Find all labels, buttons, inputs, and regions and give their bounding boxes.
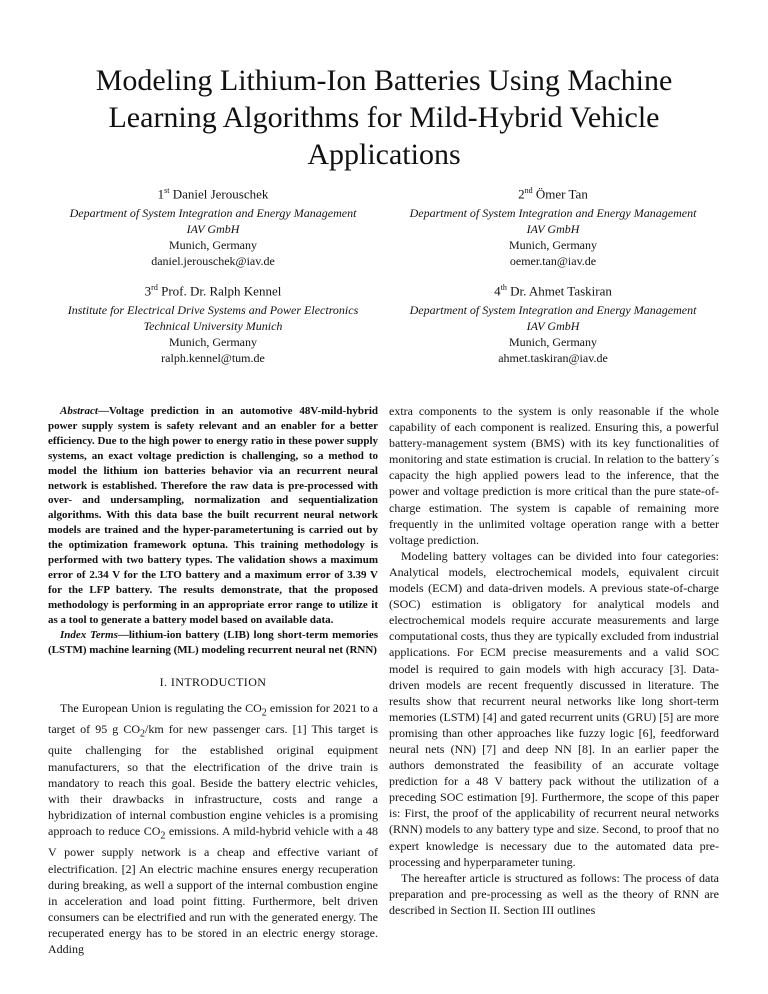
- author-name: 3rd Prof. Dr. Ralph Kennel: [144, 283, 282, 299]
- author-name: 2nd Ömer Tan: [518, 186, 588, 202]
- index-terms-label: Index Terms: [60, 628, 118, 641]
- author-name: 4th Dr. Ahmet Taskiran: [494, 283, 612, 299]
- author-location: Munich, Germany: [509, 238, 597, 253]
- author-department: Department of System Integration and Energy Management: [409, 206, 697, 221]
- intro-paragraph-3: The hereafter article is structured as follows: The process of data preparation and pre-processing as well as the theory of RNN are described in Section II. Section III outlines: [389, 870, 719, 917]
- paper-title: [60, 62, 708, 173]
- right-column: [389, 403, 719, 918]
- author-block-4: [388, 280, 718, 366]
- author-department: Department of System Integration and Energy Management: [409, 303, 697, 318]
- title-line: Applications: [307, 138, 461, 171]
- index-terms-text: —lithium-ion battery (LIB) long short-term memories (LSTM) machine learning (ML) modeling recurrent neural net (RNN): [48, 628, 378, 656]
- author-location: Munich, Germany: [169, 335, 257, 350]
- author-department: Department of System Integration and Energy Management: [69, 206, 357, 221]
- author-organization: IAV GmbH: [526, 319, 580, 334]
- abstract-text: —Voltage prediction in an automotive 48V-mild-hybrid power supply system is safety relevant and an enabler for a better efficiency. Due to the high power to energy ratio in these power supply systems, an exact voltage prediction is challenging, so a method to model the lithium ion batteries behavior via an recurrent neural network is established. Therefore the raw data is pre-processed with over- and undersampling, normalization and sequentialization algorithms. With this data base the built recurrent neural network models are trained and the hyper-parametertuning is carried out by the optimization framework optuna. This training methodology is performed with two battery types. The validation shows a maximum error of 2.34 V for the LTO battery and a maximum error of 3.39 V for the LFP battery. The results demonstrate, that the proposed methodology is performing in an appropriate error range to utilize it as a tool to generate a battery model based on available data.: [48, 405, 378, 626]
- intro-paragraph-2: Modeling battery voltages can be divided into four categories: Analytical models, electrochemical models, equivalent circuit models (ECM) and data-driven models. A previous state-of-charge (SOC) estimation is obligatory for analytical models and electrochemical models require accurate measurements and large computational costs, thus they are typically excluded from industrial applications. For ECM precise measurements and a valid SOC model is required to gain models with high accuracy [3]. Data-driven models are recent frequently discussed in literature. The results show that recurrent neural networks like long short-term memories (LSTM) [4] and gated recurrent units (GRU) [5] are more promising than other approaches like fuzzy logic [6], feedforward neural nets (NN) [7] and deep NN [8]. In an earlier paper the authors demonstrated the feasibility of an accurate voltage prediction for a 48 V battery pack without the utilization of a preceding SOC estimation [9]. Furthermore, the scope of this paper is: First, the proof of the applicability of recurrent neural networks (RNN) models to any battery type and size. Second, to proof that no expert knowledge is necessary due to the automated data pre-processing and hyperparameter tuning.: [389, 548, 719, 869]
- author-location: Munich, Germany: [169, 238, 257, 253]
- intro-paragraph-1-continued: extra components to the system is only reasonable if the whole capability of each component is realized. Ensuring this, a powerful battery-management system (BMS) with its key functionalities of monitoring and state estimation is crucial. In relation to the battery´s capacity the high applied powers lead to the inference, that the power and voltage prediction is more critical than the pure state-of-charge estimation. The system is capable of remaining more frequently in the unlimited voltage operation range with a better voltage prediction.: [389, 404, 719, 547]
- author-email: daniel.jerouschek@iav.de: [151, 254, 275, 269]
- abstract-label: Abstract: [60, 405, 98, 417]
- author-organization: Technical University Munich: [143, 319, 283, 334]
- author-email: ahmet.taskiran@iav.de: [498, 351, 608, 366]
- author-department: Institute for Electrical Drive Systems and Power Electronics: [67, 303, 359, 318]
- abstract: [48, 404, 378, 628]
- section-heading-introduction: I. INTRODUCTION: [159, 675, 267, 690]
- index-terms: [48, 628, 378, 658]
- author-block-2: [388, 183, 718, 269]
- title-line: Modeling Lithium-Ion Batteries Using Machine: [95, 64, 673, 97]
- title-line: Learning Algorithms for Mild-Hybrid Vehicle: [108, 101, 660, 134]
- left-column: [48, 404, 378, 957]
- author-block-3: [48, 280, 378, 366]
- author-email: ralph.kennel@tum.de: [161, 351, 265, 366]
- author-location: Munich, Germany: [509, 335, 597, 350]
- author-name: 1st Daniel Jerouschek: [157, 186, 269, 202]
- author-block-1: [48, 183, 378, 269]
- author-email: oemer.tan@iav.de: [509, 254, 597, 269]
- intro-paragraph-1: The European Union is regulating the $CO_2$ emission for 2021 to a target of 95 g $CO_2/km$ for new passenger cars. [1] This target is quite challenging for the established original equipment manufacturers, so that the electrification of the drive train is mandatory to reach this goal. Beside the battery electric vehicles, with their drawbacks in infrastructure, costs and range a hybridization of internal combustion engine vehicles is a promising approach to reduce $CO_2$ emissions. A mild-hybrid vehicle with a 48 V power supply network is a cheap and effective variant of electrification. [2] An electric machine ensures energy recuperation during breaking, as well a support of the internal combustion engine in acceleration and load point fitting. Furthermore, belt driven consumers can be electrified and run with the generated energy. The recuperated energy has to be stored in an electric energy storage. Adding: [48, 700, 379, 956]
- author-organization: IAV GmbH: [186, 222, 240, 237]
- author-organization: IAV GmbH: [526, 222, 580, 237]
